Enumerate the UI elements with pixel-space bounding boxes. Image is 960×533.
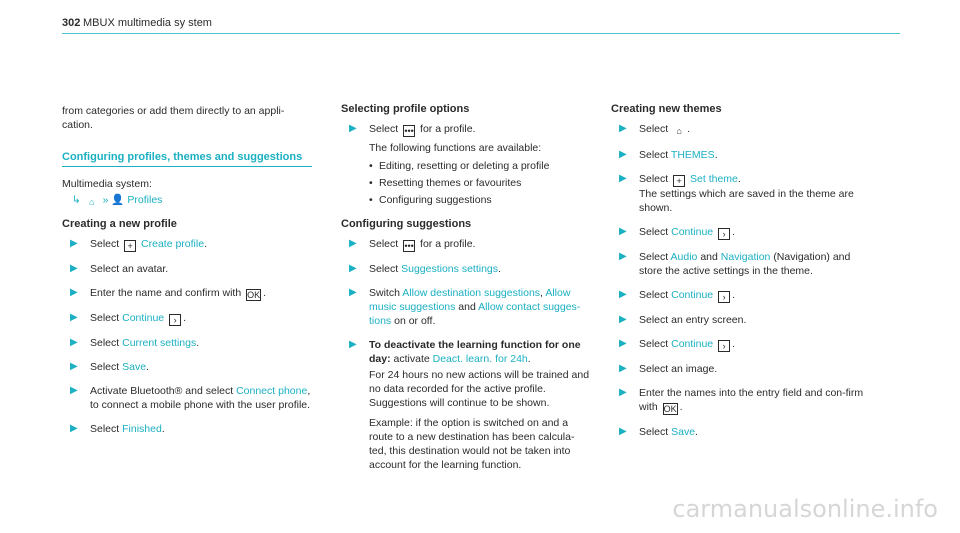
continue-link[interactable]: Continue (671, 338, 714, 350)
step-1 (62, 237, 312, 252)
step-text: Select (639, 173, 669, 185)
step-post: for a profile. (420, 238, 476, 250)
step-text: Select (90, 337, 120, 349)
home-icon: ⌂ (89, 197, 95, 207)
continue-link[interactable]: Continue (122, 312, 165, 324)
step-text: Select (639, 123, 669, 135)
step-t6 (611, 288, 871, 303)
step-post: , to connect a mobile phone with the user profile. (90, 385, 311, 411)
heading-profile-options: Selecting profile options (341, 103, 470, 115)
arrow-icon: ▶ (619, 338, 627, 349)
step-mid: and (458, 301, 476, 313)
allow-music-suggestions-link[interactable]: Allow music suggestions (369, 287, 571, 313)
step-post: . (732, 289, 735, 301)
step-t9 (611, 362, 871, 376)
step-post: . (679, 401, 683, 413)
arrow-icon: ▶ (619, 314, 627, 325)
step-bold: To deactivate the learning function for one day: (369, 339, 581, 365)
step-post: for a profile. (420, 123, 476, 135)
step-post: (Navigation) and store the active settings in the theme. (639, 251, 851, 277)
arrow-icon: ▶ (70, 385, 78, 396)
arrow-icon: ▶ (619, 387, 627, 398)
arrow-icon: ▶ (70, 337, 78, 348)
step-text: Select (639, 226, 669, 238)
arrow-icon: ▶ (349, 123, 357, 134)
step-text: Select (369, 238, 399, 250)
arrow-icon: ▶ (349, 339, 357, 350)
step-text: Activate Bluetooth® and select (90, 385, 234, 397)
step-5 (62, 336, 312, 350)
step-post: . (737, 173, 741, 185)
arrow-icon: ▶ (619, 173, 627, 184)
list-item: • Resetting themes or favourites (369, 176, 591, 190)
arrow-icon: ▶ (619, 226, 627, 237)
list-item: • Configuring suggestions (369, 193, 591, 207)
step-text: Select an image. (639, 363, 718, 375)
step-s2: ▶ Select Suggestions settings. (349, 263, 501, 275)
arrow-icon: ▶ (619, 149, 627, 160)
arrow-icon: ▶ (70, 287, 78, 298)
column-3 (611, 96, 871, 449)
step-text: Select an avatar. (90, 263, 169, 275)
step-mid: and (700, 251, 718, 263)
arrow-icon: ▶ (619, 123, 627, 134)
list-item: • Editing, resetting or deleting a profile (369, 159, 591, 173)
step-t7 (611, 313, 871, 327)
step-3 (62, 286, 312, 301)
ok-icon: OK (247, 290, 261, 300)
step-text: Select (369, 263, 399, 275)
step-post: . (183, 312, 186, 324)
profiles-link[interactable]: Profiles (127, 194, 163, 206)
step-text: Select (369, 123, 399, 135)
themes-link[interactable]: THEMES (670, 149, 715, 161)
section-title: Configuring profiles, themes and suggestions (62, 150, 312, 167)
step-text: activate (393, 353, 430, 365)
allow-contact-suggestions-link[interactable]: Allow contact sugges-tions (369, 301, 581, 327)
arrow-icon: ▶ (349, 263, 357, 274)
step-post: . (714, 149, 718, 161)
heading-creating-themes: Creating new themes (611, 103, 722, 115)
set-theme-link[interactable]: Set theme (690, 173, 738, 185)
step-t2 (611, 148, 871, 162)
step-t3 (611, 172, 871, 215)
continue-link[interactable]: Continue (671, 289, 714, 301)
intro-text: from categories or add them directly to an appli- cation. (62, 105, 285, 131)
return-arrow-icon: ↳ (72, 194, 81, 206)
step-desc: The following functions are available: (369, 142, 542, 154)
step-2 (62, 262, 312, 276)
step-text: Switch (369, 287, 400, 299)
arrow-icon: ▶ (70, 263, 78, 274)
step-text: Select an entry screen. (639, 314, 747, 326)
save-link[interactable]: Save (122, 361, 147, 373)
step-text: Select (639, 426, 669, 438)
step-text: Select (639, 289, 669, 301)
path-label: Multimedia system: (62, 178, 152, 190)
connect-phone-link[interactable]: Connect phone (236, 385, 308, 397)
step-options (341, 122, 591, 207)
page-header (62, 12, 900, 34)
step-text: Enter the names into the entry field and con-firm with (639, 387, 864, 413)
column-1 (62, 104, 312, 446)
step-t10 (611, 386, 871, 415)
step-post: . (196, 337, 200, 349)
step-text: Select (90, 423, 120, 435)
step-post: . (732, 338, 735, 350)
finished-link[interactable]: Finished (122, 423, 162, 435)
suggestions-settings-link[interactable]: Suggestions settings (401, 263, 499, 275)
step-post: on or off. (394, 315, 436, 327)
step-text: Select (639, 149, 669, 161)
step-s4: ▶ To deactivate the learning function for one day: activate Deact. learn. for 24h. For 24 hours no new actions will be trained and no data recorded for the active profile. Suggestions will continue to be shown. Example: if the option is switched on and a route to a new destination has been calcula-ted, this destination would not be taken into account for the learning function. (349, 339, 590, 471)
step-text: Select (639, 338, 669, 350)
create-profile-link[interactable]: Create profile (141, 238, 205, 250)
home-icon: ⌂ (676, 126, 682, 136)
arrow-icon: ▶ (70, 312, 78, 323)
arrow-icon: ▶ (70, 423, 78, 434)
more-dots-icon: ••• (404, 126, 414, 136)
step-example: Example: if the option is switched on and a route to a new destination has been calcula-ted, this destination would not be taken into account for the learning function. (369, 417, 575, 471)
arrow-icon: ▶ (619, 426, 627, 437)
deact-learn-link[interactable]: Deact. learn. for 24h (432, 353, 528, 365)
step-post: . (161, 423, 165, 435)
step-8 (62, 422, 312, 436)
bullet-list (369, 159, 591, 207)
heading-configuring-suggestions: Configuring suggestions (341, 218, 472, 230)
chevron-right-icon: › (169, 314, 181, 326)
page-title: MBUX multimedia sy stem (83, 17, 212, 29)
chevron-right-icon: › (718, 291, 730, 303)
plus-icon: + (124, 240, 136, 252)
step-text: Select (90, 238, 120, 250)
step-post: . (263, 287, 267, 299)
step-4 (62, 311, 312, 326)
step-text: Select (639, 251, 669, 263)
profile-icon: 👤 (111, 194, 125, 206)
step-t11 (611, 425, 871, 439)
step-desc: For 24 hours no new actions will be trained and no data recorded for the active profile. Suggestions will continue to be shown. (369, 369, 590, 409)
step-post: . (695, 426, 698, 438)
heading-create-profile: Creating a new profile (62, 218, 177, 230)
current-settings-link[interactable]: Current settings (122, 337, 197, 349)
chevron-right-icon: › (718, 228, 730, 240)
step-post: . (687, 123, 691, 135)
step-text: Select (90, 361, 120, 373)
step-6 (62, 360, 312, 374)
step-t4 (611, 225, 871, 240)
step-7 (62, 384, 312, 412)
page-number: 302 (62, 17, 81, 29)
plus-icon: + (673, 175, 685, 187)
more-dots-icon: ••• (404, 241, 414, 251)
audio-link[interactable]: Audio (670, 251, 698, 263)
step-t8 (611, 337, 871, 352)
column-2 (341, 96, 591, 482)
arrow-icon: ▶ (619, 289, 627, 300)
allow-destination-suggestions-link[interactable]: Allow destination suggestions (402, 287, 541, 299)
ok-icon: OK (663, 404, 677, 414)
arrow-icon: ▶ (349, 287, 357, 298)
step-t5 (611, 250, 871, 278)
step-s1 (341, 237, 591, 252)
step-s3: ▶ Switch Allow destination suggestions, Allow music suggestions and Allow contact sugges-tions on or off. (349, 287, 581, 327)
arrow-icon: ▶ (349, 238, 357, 249)
step-desc: The settings which are saved in the theme are shown. (639, 188, 854, 214)
arrow-icon: ▶ (619, 251, 627, 262)
step-text: Enter the name and confirm with (90, 287, 242, 299)
step-post: . (732, 226, 735, 238)
step-post: . (146, 361, 149, 373)
chevron-right-icon: › (718, 340, 730, 352)
save-link[interactable]: Save (671, 426, 696, 438)
continue-link[interactable]: Continue (671, 226, 714, 238)
nav-path (62, 193, 312, 209)
arrow-icon: ▶ (70, 361, 78, 372)
step-post: . (204, 238, 207, 250)
arrow-icon: ▶ (70, 238, 78, 249)
step-t1 (611, 122, 871, 138)
arrow-icon: ▶ (619, 363, 627, 374)
watermark: carmanualsonline.info (672, 495, 938, 523)
navigation-link[interactable]: Navigation (720, 251, 771, 263)
step-text: Select (90, 312, 120, 324)
double-chevron-icon: » (102, 194, 109, 206)
